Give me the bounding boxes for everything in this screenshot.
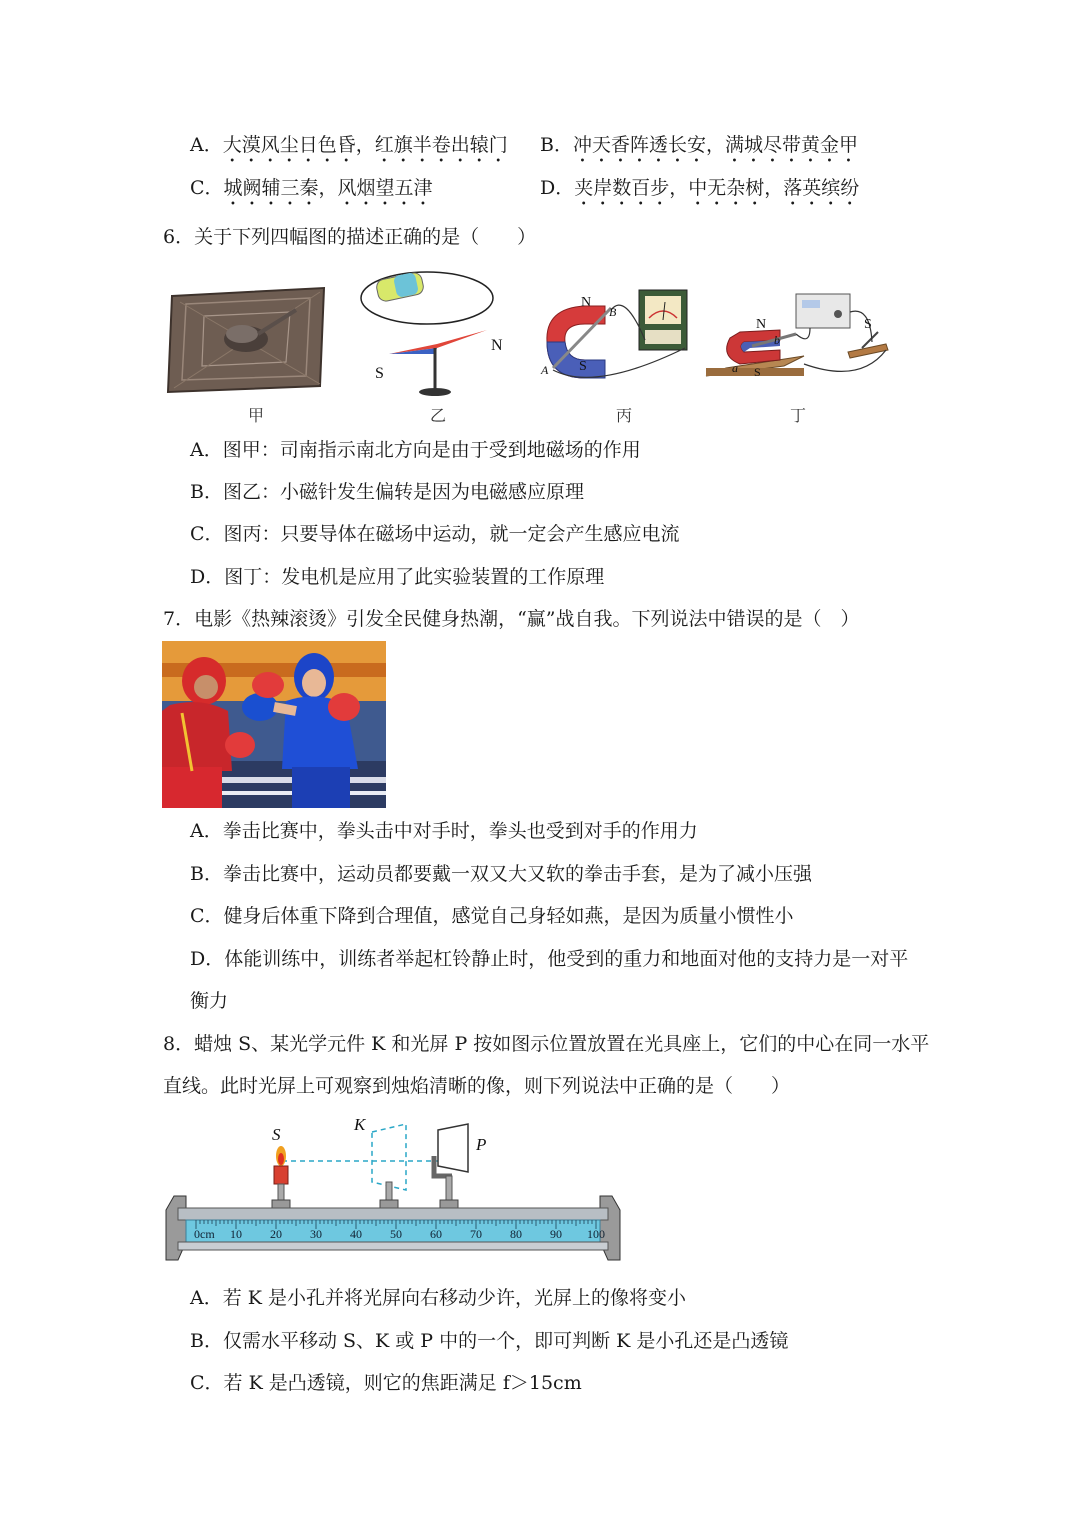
ruler-label: 40 bbox=[350, 1227, 362, 1241]
q7-option-a: A．拳击比赛中，拳头击中对手时，拳头也受到对手的作用力 bbox=[190, 820, 698, 842]
fig-bing-label-n: N bbox=[581, 295, 592, 310]
boxing-photo bbox=[162, 641, 386, 808]
caption-jia: 甲 bbox=[248, 406, 265, 425]
bench-label-s: S bbox=[272, 1125, 281, 1144]
q6-option-a: A．图甲：司南指示南北方向是由于受到地磁场的作用 bbox=[190, 439, 641, 461]
q6-option-b: B．图乙：小磁针发生偏转是因为电磁感应原理 bbox=[190, 481, 584, 503]
q7-option-b: B．拳击比赛中，运动员都要戴一双又大又软的拳击手套，是为了减小压强 bbox=[190, 863, 812, 885]
q5-option-c: C．城阙辅三秦，风烟望五津 bbox=[190, 177, 433, 199]
fig-yi-label-n: N bbox=[491, 337, 503, 354]
q7-stem: 7．电影《热辣滚烫》引发全民健身热潮，“赢”战自我。下列说法中错误的是（ ） bbox=[163, 608, 860, 630]
fig-bing-label-b: B bbox=[609, 305, 617, 319]
ruler-label: 20 bbox=[270, 1227, 282, 1241]
q6-option-c: C．图丙：只要导体在磁场中运动，就一定会产生感应电流 bbox=[190, 523, 680, 545]
fig-ding-motor bbox=[700, 286, 895, 396]
fig-ding-label-n: N bbox=[756, 317, 767, 332]
optical-bench-figure bbox=[160, 1110, 630, 1270]
ruler-label: 0cm bbox=[194, 1227, 215, 1241]
fig-yi-label-s: S bbox=[375, 365, 384, 382]
q7-option-c: C．健身后体重下降到合理值，感觉自己身轻如燕，是因为质量小惯性小 bbox=[190, 905, 794, 927]
fig-bing-induction bbox=[535, 282, 695, 397]
q5-option-b-text: 冲天香阵透长安，满城尽带黄金甲 bbox=[572, 134, 858, 156]
q8-option-b: B．仅需水平移动 S、K 或 P 中的一个，即可判断 K 是小孔还是凸透镜 bbox=[190, 1330, 789, 1352]
ruler-label: 80 bbox=[510, 1227, 522, 1241]
q8-stem-line-1: 8．蜡烛 S、某光学元件 K 和光屏 P 按如图示位置放置在光具座上，它们的中心在同一水平 bbox=[163, 1033, 930, 1055]
q8-option-c: C．若 K 是凸透镜，则它的焦距满足 f＞15cm bbox=[190, 1372, 582, 1394]
caption-yi: 乙 bbox=[430, 406, 447, 425]
q5-option-c-text: 城阙辅三秦，风烟望五津 bbox=[223, 177, 433, 199]
fig-bing-label-s: S bbox=[579, 359, 587, 374]
ruler-label: 90 bbox=[550, 1227, 562, 1241]
fig-ding-label-s: S bbox=[754, 365, 761, 379]
bench-label-p: P bbox=[476, 1135, 487, 1154]
q8-stem-line-2: 直线。此时光屏上可观察到烛焰清晰的像，则下列说法中正确的是（ ） bbox=[163, 1075, 791, 1097]
fig-jia-compass bbox=[160, 268, 335, 398]
q6-option-d: D．图丁：发电机是应用了此实验装置的工作原理 bbox=[190, 566, 605, 588]
q7-option-d-continued: 衡力 bbox=[190, 990, 229, 1012]
fig-ding-label-a: a bbox=[732, 361, 738, 375]
fig-ding-label-switch-s: S bbox=[864, 317, 872, 332]
q5-option-b: B．冲天香阵透长安，满城尽带黄金甲 bbox=[540, 134, 858, 156]
bench-label-k: K bbox=[354, 1115, 366, 1134]
caption-ding: 丁 bbox=[790, 406, 807, 425]
ruler-label: 60 bbox=[430, 1227, 442, 1241]
q5-option-a-text: 大漠风尘日色昏，红旗半卷出辕门 bbox=[222, 134, 508, 156]
ruler-label: 30 bbox=[310, 1227, 322, 1241]
q5-option-a: A．大漠风尘日色昏，红旗半卷出辕门 bbox=[190, 134, 508, 156]
fig-ding-label-b: b bbox=[774, 333, 780, 347]
fig-yi-oersted bbox=[355, 262, 515, 402]
ruler-label: 10 bbox=[230, 1227, 242, 1241]
q5-option-d: D．夹岸数百步，中无杂树，落英缤纷 bbox=[540, 177, 860, 199]
q6-stem: 6．关于下列四幅图的描述正确的是（ ） bbox=[163, 226, 537, 248]
ruler-label: 70 bbox=[470, 1227, 482, 1241]
ruler-label: 50 bbox=[390, 1227, 402, 1241]
caption-bing: 丙 bbox=[616, 406, 633, 425]
fig-bing-label-a: A bbox=[541, 363, 549, 377]
q8-option-a: A．若 K 是小孔并将光屏向右移动少许，光屏上的像将变小 bbox=[190, 1287, 686, 1309]
q7-option-d: D．体能训练中，训练者举起杠铃静止时，他受到的重力和地面对他的支持力是一对平 bbox=[190, 948, 909, 970]
ruler-label: 100 bbox=[587, 1227, 605, 1241]
q5-option-d-text: 夹岸数百步，中无杂树，落英缤纷 bbox=[574, 177, 860, 199]
